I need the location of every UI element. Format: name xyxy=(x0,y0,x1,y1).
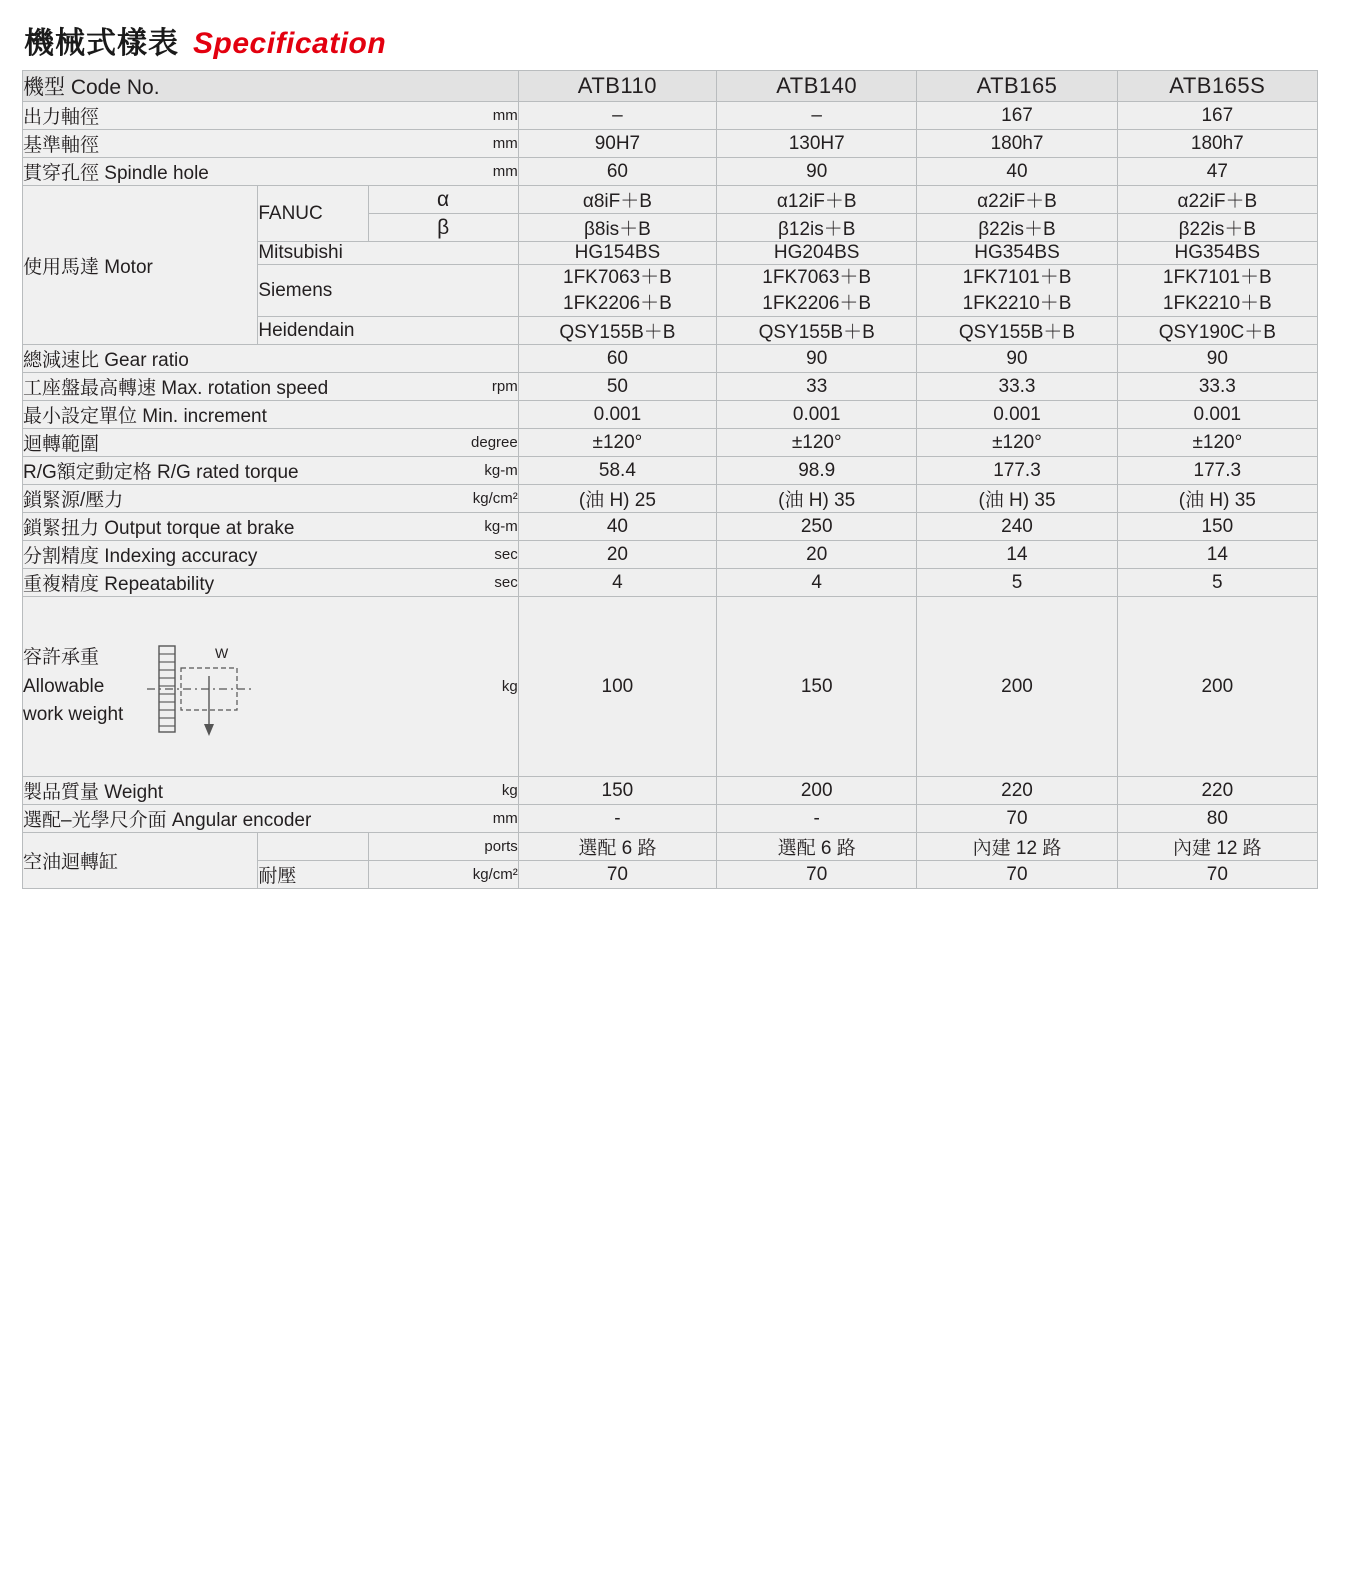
row-unit: rpm xyxy=(491,378,518,396)
cell-value: 內建 12 路 xyxy=(1117,833,1317,861)
table-row xyxy=(23,102,1318,130)
cell-value: 58.4 xyxy=(518,457,716,485)
cell-value: 167 xyxy=(1117,102,1317,130)
row-label-text: 重複精度 Repeatability xyxy=(23,574,215,596)
cell-value-line2: 1FK2206＋B xyxy=(563,292,672,314)
cell-value: 47 xyxy=(1117,158,1317,186)
cell-value-line1: 1FK7101＋B xyxy=(962,267,1072,288)
cell-value: QSY155B＋B xyxy=(717,317,917,345)
header-model-atb140: ATB140 xyxy=(717,71,917,102)
table-row xyxy=(23,485,1318,513)
cell-value: 220 xyxy=(917,777,1117,805)
table-row xyxy=(23,597,1318,777)
row-unit: mm xyxy=(492,135,518,152)
cell-value xyxy=(917,265,1117,317)
cell-value-line2: 1FK2210＋B xyxy=(962,292,1072,314)
row-unit: kg-m xyxy=(484,518,518,536)
row-angular-encoder-label xyxy=(23,805,519,833)
cell-value: 0.001 xyxy=(1117,401,1317,429)
rotary-ports-sub-label xyxy=(258,833,368,861)
cell-value: HG204BS xyxy=(717,242,917,265)
cell-value: 180h7 xyxy=(1117,130,1317,158)
row-unit: mm xyxy=(492,810,518,828)
row-allowable-work-weight-label xyxy=(23,597,519,777)
cell-value: α8iF＋B xyxy=(518,186,716,214)
row-weight-label xyxy=(23,777,519,805)
row-label-text: 選配–光學尺介面 Angular encoder xyxy=(23,810,312,832)
allowable-work-weight-text xyxy=(23,644,123,730)
cell-value: 4 xyxy=(717,569,917,597)
row-label-text: R/G額定動定格 R/G rated torque xyxy=(23,462,299,484)
cell-value-line1: 1FK7063＋B xyxy=(762,267,872,288)
cell-value: 60 xyxy=(518,345,716,373)
header-model-atb165: ATB165 xyxy=(917,71,1117,102)
row-label-text: 迴轉範圍 xyxy=(23,434,100,456)
cell-value: (油 H) 35 xyxy=(1117,485,1317,513)
cell-value-line1: 1FK7101＋B xyxy=(1162,267,1272,288)
rotary-pressure-unit: kg/cm² xyxy=(368,861,518,889)
row-gear-ratio-label xyxy=(23,345,519,373)
row-indexing-accuracy-label xyxy=(23,541,519,569)
row-rotation-range-label xyxy=(23,429,519,457)
row-reference-shaft-dia-label xyxy=(23,130,519,158)
cell-value: 0.001 xyxy=(717,401,917,429)
row-max-rotation-speed-label xyxy=(23,373,519,401)
table-header-row xyxy=(23,71,1318,102)
cell-value xyxy=(1117,265,1317,317)
cell-value: ±120° xyxy=(717,429,917,457)
cell-value: 90 xyxy=(917,345,1117,373)
cell-value: 80 xyxy=(1117,805,1317,833)
table-row xyxy=(23,777,1318,805)
row-unit: mm xyxy=(492,107,518,124)
row-label-text: 最小設定單位 Min. increment xyxy=(23,406,267,428)
cell-value: 220 xyxy=(1117,777,1317,805)
row-label-text: 基準軸徑 xyxy=(23,135,100,156)
cell-value: β8is＋B xyxy=(518,214,716,242)
cell-value: 33.3 xyxy=(917,373,1117,401)
motor-group-label: 使用馬達 Motor xyxy=(23,186,258,345)
allowable-label-line1: 容許承重 xyxy=(23,647,100,669)
header-model-atb165s: ATB165S xyxy=(1117,71,1317,102)
row-unit: degree xyxy=(471,434,518,452)
table-row xyxy=(23,186,1318,214)
row-label-text: 出力軸徑 xyxy=(23,107,100,128)
row-unit: sec xyxy=(494,574,518,592)
cell-value: 70 xyxy=(518,861,716,889)
table-row xyxy=(23,373,1318,401)
row-unit: kg/cm² xyxy=(472,490,518,508)
cell-value: α22iF＋B xyxy=(1117,186,1317,214)
cell-value: α22iF＋B xyxy=(917,186,1117,214)
cell-value: – xyxy=(518,102,716,130)
cell-value: 40 xyxy=(917,158,1117,186)
cell-value: QSY190C＋B xyxy=(1117,317,1317,345)
row-output-torque-brake-label xyxy=(23,513,519,541)
row-output-shaft-dia-label xyxy=(23,102,519,130)
cell-value xyxy=(518,265,716,317)
cell-value: 選配 6 路 xyxy=(717,833,917,861)
table-row xyxy=(23,457,1318,485)
cell-value: 70 xyxy=(917,805,1117,833)
cell-value: 50 xyxy=(518,373,716,401)
cell-value: 180h7 xyxy=(917,130,1117,158)
cell-value: ±120° xyxy=(917,429,1117,457)
cell-value: 90 xyxy=(717,158,917,186)
allowable-label-line2: Allowable xyxy=(23,675,105,697)
cell-value-line1: 1FK7063＋B xyxy=(563,267,672,288)
cell-value: 150 xyxy=(1117,513,1317,541)
cell-value: 90 xyxy=(717,345,917,373)
cell-value: 90H7 xyxy=(518,130,716,158)
cell-value: 250 xyxy=(717,513,917,541)
cell-value: 150 xyxy=(717,597,917,777)
cell-value: 130H7 xyxy=(717,130,917,158)
cell-value: 177.3 xyxy=(917,457,1117,485)
cell-value: β12is＋B xyxy=(717,214,917,242)
cell-value: 150 xyxy=(518,777,716,805)
specification-table xyxy=(22,70,1318,889)
cell-value xyxy=(717,265,917,317)
rotary-ports-unit: ports xyxy=(368,833,518,861)
row-unit: sec xyxy=(494,546,518,564)
cell-value: 60 xyxy=(518,158,716,186)
cell-value: 70 xyxy=(1117,861,1317,889)
cell-value: 20 xyxy=(518,541,716,569)
cell-value: α12iF＋B xyxy=(717,186,917,214)
table-row xyxy=(23,541,1318,569)
row-unit: kg xyxy=(501,678,518,696)
row-rg-rated-torque-label xyxy=(23,457,519,485)
cell-value: 40 xyxy=(518,513,716,541)
cell-value: HG354BS xyxy=(917,242,1117,265)
cell-value: 177.3 xyxy=(1117,457,1317,485)
cell-value: HG354BS xyxy=(1117,242,1317,265)
table-row xyxy=(23,513,1318,541)
motor-fanuc-beta-symbol: β xyxy=(368,214,518,242)
table-row xyxy=(23,401,1318,429)
cell-value: 4 xyxy=(518,569,716,597)
cell-value: 內建 12 路 xyxy=(917,833,1117,861)
row-label-text: 工座盤最高轉速 Max. rotation speed xyxy=(23,378,329,400)
table-row xyxy=(23,345,1318,373)
page-title-cn: 機械式樣表 xyxy=(24,27,179,60)
cell-value: 14 xyxy=(1117,541,1317,569)
cell-value: 167 xyxy=(917,102,1117,130)
cell-value: HG154BS xyxy=(518,242,716,265)
header-model-atb110: ATB110 xyxy=(518,71,716,102)
cell-value: (油 H) 35 xyxy=(917,485,1117,513)
cell-value: 33.3 xyxy=(1117,373,1317,401)
cell-value: 5 xyxy=(917,569,1117,597)
cell-value: 240 xyxy=(917,513,1117,541)
cell-value: 20 xyxy=(717,541,917,569)
rotary-union-label: 空油迴轉缸 xyxy=(23,833,258,889)
cell-value: – xyxy=(717,102,917,130)
cell-value: 14 xyxy=(917,541,1117,569)
cell-value: (油 H) 35 xyxy=(717,485,917,513)
table-row xyxy=(23,130,1318,158)
header-code-no-label: 機型 Code No. xyxy=(23,71,519,102)
cell-value: 70 xyxy=(917,861,1117,889)
cell-value: 200 xyxy=(717,777,917,805)
page-title-en: Specification xyxy=(193,27,387,60)
cell-value: 70 xyxy=(717,861,917,889)
table-row xyxy=(23,569,1318,597)
motor-fanuc-label: FANUC xyxy=(258,186,368,242)
allowable-label-line3: work weight xyxy=(23,704,124,726)
row-label-text: 分割精度 Indexing accuracy xyxy=(23,546,258,568)
cell-value: QSY155B＋B xyxy=(518,317,716,345)
row-min-increment-label xyxy=(23,401,519,429)
page-title xyxy=(0,0,1348,70)
cell-value-line2: 1FK2206＋B xyxy=(762,292,872,314)
row-label-text: 鎖緊源/壓力 xyxy=(23,490,124,512)
cell-value: 100 xyxy=(518,597,716,777)
cell-value: 0.001 xyxy=(917,401,1117,429)
cell-value: 98.9 xyxy=(717,457,917,485)
cell-value: (油 H) 25 xyxy=(518,485,716,513)
work-weight-diagram-icon xyxy=(141,632,261,742)
cell-value: 200 xyxy=(1117,597,1317,777)
cell-value: 5 xyxy=(1117,569,1317,597)
row-label-text: 總減速比 Gear ratio xyxy=(23,350,189,372)
cell-value: 選配 6 路 xyxy=(518,833,716,861)
cell-value: - xyxy=(518,805,716,833)
row-label-text: 製品質量 Weight xyxy=(23,782,164,804)
motor-heidendain-label: Heidendain xyxy=(258,317,518,345)
cell-value-line2: 1FK2210＋B xyxy=(1162,292,1272,314)
cell-value: 200 xyxy=(917,597,1117,777)
cell-value: QSY155B＋B xyxy=(917,317,1117,345)
cell-value: - xyxy=(717,805,917,833)
row-label-text: 貫穿孔徑 Spindle hole xyxy=(23,163,209,184)
motor-mitsubishi-label: Mitsubishi xyxy=(258,242,518,265)
motor-fanuc-alpha-symbol: α xyxy=(368,186,518,214)
cell-value: β22is＋B xyxy=(917,214,1117,242)
table-row xyxy=(23,429,1318,457)
table-row xyxy=(23,158,1318,186)
table-row xyxy=(23,833,1318,861)
row-unit: mm xyxy=(492,163,518,180)
cell-value: β22is＋B xyxy=(1117,214,1317,242)
motor-siemens-label: Siemens xyxy=(258,265,518,317)
cell-value: 0.001 xyxy=(518,401,716,429)
cell-value: ±120° xyxy=(518,429,716,457)
row-unit: kg-m xyxy=(484,462,518,480)
table-row xyxy=(23,805,1318,833)
cell-value: 90 xyxy=(1117,345,1317,373)
rotary-pressure-sub-label: 耐壓 xyxy=(258,861,368,889)
row-label-text: 鎖緊扭力 Output torque at brake xyxy=(23,518,295,540)
cell-value: 33 xyxy=(717,373,917,401)
row-repeatability-label xyxy=(23,569,519,597)
cell-value: ±120° xyxy=(1117,429,1317,457)
row-clamp-pressure-label xyxy=(23,485,519,513)
work-weight-diagram-label: W xyxy=(215,644,229,661)
row-spindle-hole-label xyxy=(23,158,519,186)
row-unit: kg xyxy=(501,782,518,800)
